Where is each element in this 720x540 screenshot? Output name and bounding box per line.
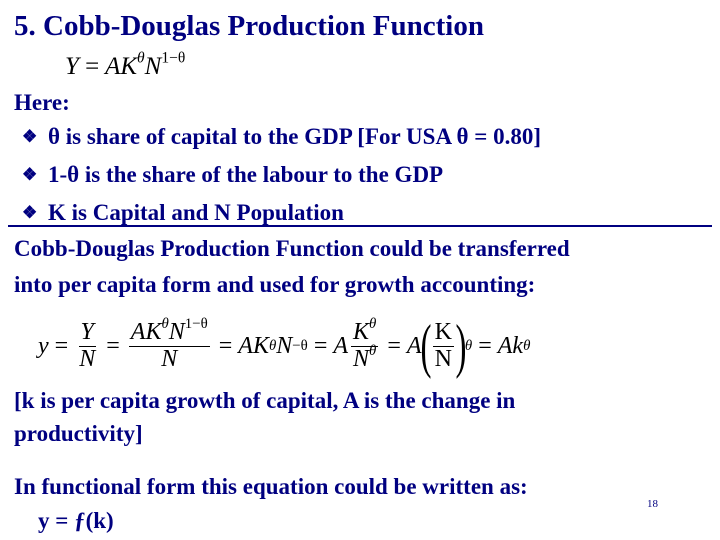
diamond-bullet-icon: ❖: [22, 203, 38, 222]
bullet-list: [22, 118, 541, 232]
per-capita-equation: y = $\frac{Y}{N}$ = $\frac{AK^\theta N^{1-\theta}}{N}$ = A K θ N −θ = A $\frac{K^\theta}{N^\theta}$ = A ( $\frac{K}{N}$ ) θ = A k θ: [38, 313, 531, 379]
here-label: Here:: [14, 90, 70, 115]
diamond-bullet-icon: ❖: [22, 127, 38, 146]
cobb-douglas-formula: $Y = AK^\theta N^{1-\theta}$: [65, 49, 186, 80]
divider: [8, 225, 712, 227]
fraction-ak-over-n: $\frac{AK^\theta N^{1-\theta}}{N}$: [130, 316, 208, 372]
parenthesized-ratio: ( $\frac{K}{N}$ ): [420, 313, 467, 379]
fraction-k-over-n: $\frac{K}{N}$: [434, 319, 452, 372]
functional-line: In functional form this equation could be written as:: [14, 474, 528, 499]
bullet-text: 1-θ is the share of the labour to the GDP: [48, 162, 444, 187]
fraction-y-over-n: $\frac{Y}{N}$: [79, 319, 96, 372]
page-title: 5. Cobb-Douglas Production Function: [14, 10, 484, 42]
note-line: [k is per capita growth of capital, A is the change in: [14, 388, 516, 413]
functional-form: [14, 470, 528, 538]
paragraph-line: Cobb-Douglas Production Function could be transferred: [14, 236, 570, 261]
bullet-text: θ is share of capital to the GDP [For USA θ = 0.80]: [48, 124, 542, 149]
list-item: [22, 156, 541, 194]
slide-number: 18: [647, 498, 658, 510]
note-line: productivity]: [14, 421, 143, 446]
fraction-k-over-n-theta: $\frac{K^\theta}{N^\theta}$: [353, 316, 377, 372]
functional-equation: y = ƒ(k): [38, 508, 114, 533]
bullet-text: K is Capital and N Population: [48, 200, 344, 225]
list-item: [22, 118, 541, 156]
per-capita-paragraph: [14, 231, 570, 303]
bracket-note: [14, 384, 515, 450]
paragraph-line: into per capita form and used for growth accounting:: [14, 272, 536, 297]
diamond-bullet-icon: ❖: [22, 165, 38, 184]
